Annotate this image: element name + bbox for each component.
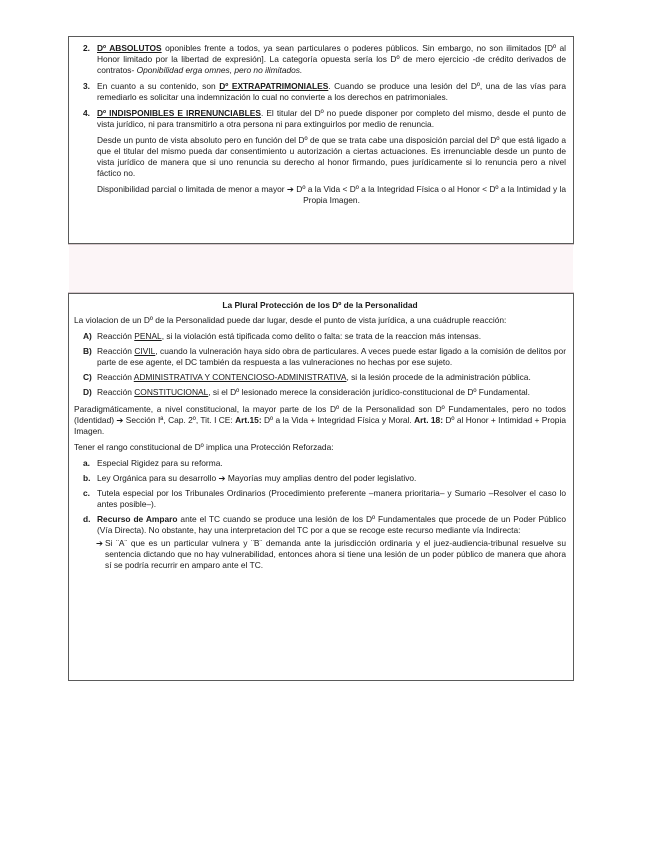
page-break-band	[69, 245, 573, 292]
para-part: Dº a la Vida + Integridad Física y Moral.	[261, 415, 415, 425]
item-number: 2.	[83, 43, 90, 53]
reaction-letter: C)	[83, 372, 92, 382]
protection-item	[74, 488, 566, 510]
proteccion-box	[68, 293, 574, 681]
reaction-item	[74, 346, 566, 368]
intro-paragraph: La violacion de un Dº de la Personalidad puede dar lugar, desde el punto de vista jurídica, a una cuádruple reacción:	[74, 315, 507, 325]
item-body: . El titular del Dº no puede disponer por completo del mismo, desde el punto de vista jurídico, ni para transmitirlo a otra persona ni para extinguirlos por medio de renuncia.	[97, 108, 567, 129]
item-body: . Cuando se produce una lesión del Dº, una de las vías para remediarlo es solicitar una indemnización lo cual no convierte a los derechos en patrimoniales.	[97, 81, 567, 102]
protection-item	[74, 514, 566, 536]
item-extrapatrimoniales	[75, 81, 566, 103]
para-part: Paradigmáticamente, a nivel constitucional, la mayor parte de los Dº de la Personalidad son Dº Fundamentales, pero no todos (Identidad) ➔ Sección Iª, Cap. 2º, Tit. I CE:	[74, 404, 566, 425]
rango-paragraph: Tener el rango constitucional de Dº implica una Protección Reforzada:	[74, 442, 334, 452]
amparo-lead: Recurso de Amparo	[97, 514, 178, 524]
reaction-item	[74, 387, 566, 398]
arrow-text: Si ¨A¨ que es un particular vulnera y ¨B¨ demanda ante la jurisdicción ordinaria y el juez-audiencia-tribunal resuelve su sentencia dictando que no hay vulnerabilidad, entonces ahora si tiene una lesión de un poder público de manera que ahora sí se podría recurrir en amparo ante el TC.	[105, 538, 566, 570]
reaction-pre: Reacción	[97, 346, 135, 356]
item-lead: Dº INDISPONIBLES E IRRENUNCIABLES	[97, 108, 261, 118]
item-text	[97, 81, 566, 103]
protection-item	[74, 458, 566, 469]
item-body: oponibles frente a todos, ya sean particulares o poderes públicos. Sin embargo, no son ilimitados [Dº al Honor limitado por la libertad de expresión]. La categoría opuesta sería los Dº de mero ejercicio -de crédito derivados de contratos-	[97, 43, 566, 75]
reaction-letter: D)	[83, 387, 92, 397]
reaction-text	[97, 346, 566, 368]
item-number: 4.	[83, 108, 90, 118]
item-pre: En cuanto a su contenido, son	[97, 81, 220, 91]
item-lead: Dº EXTRAPATRIMONIALES	[219, 81, 329, 91]
article-ref: Art. 18:	[414, 415, 444, 425]
item-number: 3.	[83, 81, 90, 91]
reaction-letter: A)	[83, 331, 92, 341]
reaction-text	[97, 372, 566, 383]
constitutional-paragraph	[74, 404, 566, 437]
section-title: La Plural Protección de los Dº de la Personalidad	[222, 300, 418, 310]
disposicion-paragraph: Desde un punto de vista absoluto pero en función del Dº de que se trata cabe una disposición parcial del Dº que está ligado a que el titular del mismo pueda dar consentimiento u autorización a ciertas actuaciones. Es irrenunciable desde un punto de vista jurídico de manera que si uno renuncia su derecho al honor firmando, pues jurídicamente si lo renuncia pero a nivel fáctico no.	[97, 135, 566, 178]
reaction-item	[74, 372, 566, 383]
reaction-pre: Reacción	[97, 372, 134, 382]
protection-item	[74, 473, 566, 484]
reaction-text	[97, 387, 566, 398]
arrow-icon: ➔	[96, 538, 104, 548]
item-indisponibles	[75, 108, 566, 130]
reaction-text	[97, 331, 566, 342]
amparo-body: ante el TC cuando se produce una lesión de los Dº Fundamentales que procede de un Poder Público (Vía Directa). No obstante, hay una interpretacion del TC por a que se recoge este recurso mediante vía Indirecta:	[97, 514, 566, 535]
para-part: Dº al Honor + Intimidad + Propia Imagen.	[74, 415, 566, 436]
characteristics-box	[68, 36, 574, 244]
reaction-body: , si el Dº lesionado merece la consideración jurídico-constitucional de Dº Fundamental.	[208, 387, 530, 397]
protection-text: Tutela especial por los Tribunales Ordinarios (Procedimiento preferente –manera prioritaria– y Sumario –Resolver el caso lo antes posible–).	[97, 488, 566, 509]
article-ref: Art.15:	[235, 415, 262, 425]
reaction-body: , si la violación está tipificada como delito o falta: se trata de la reaccion más intensas.	[161, 331, 482, 341]
reaction-pre: Reacción	[97, 331, 135, 341]
disponibilidad-note: Disponibilidad parcial o limitada de menor a mayor ➔ Dº a la Vida < Dº a la Integridad Física o al Honor < Dº a la Intimidad y la Propia Imagen.	[97, 184, 566, 205]
item-italic: Oponibilidad erga omnes, pero no ilimitados.	[136, 65, 303, 75]
item-text	[97, 43, 566, 76]
reaction-body: , si la lesión procede de la administración pública.	[346, 372, 531, 382]
reaction-lead: CONSTITUCIONAL	[134, 387, 209, 397]
amparo-arrow-note	[74, 538, 566, 571]
reaction-lead: PENAL	[134, 331, 162, 341]
reaction-letter: B)	[83, 346, 92, 356]
reaction-item	[74, 331, 566, 342]
item-text	[97, 108, 566, 130]
protection-text: Especial Rigidez para su reforma.	[97, 458, 223, 468]
protection-text	[97, 514, 566, 536]
item-lead: Dº ABSOLUTOS	[97, 43, 162, 53]
protection-text: Ley Orgánica para su desarrollo ➔ Mayorías muy amplias dentro del poder legislativo.	[97, 473, 417, 483]
reaction-body: , cuando la vulneración haya sido obra de particulares. A veces puede estar ligado a la comisión de delitos por parte de ese agente, el DC también da respuesta a las vulneraciones no hechas por ese sujeto.	[97, 346, 566, 367]
item-absolutos	[75, 43, 566, 76]
protection-letter: c.	[83, 488, 90, 498]
reaction-pre: Reacción	[97, 387, 135, 397]
page-break-line-top	[68, 244, 574, 245]
protection-letter: a.	[83, 458, 90, 468]
reaction-lead: ADMINISTRATIVA Y CONTENCIOSO-ADMINISTRATIVA	[133, 372, 347, 382]
reaction-lead: CIVIL	[134, 346, 156, 356]
protection-letter: d.	[83, 514, 91, 524]
protection-letter: b.	[83, 473, 91, 483]
